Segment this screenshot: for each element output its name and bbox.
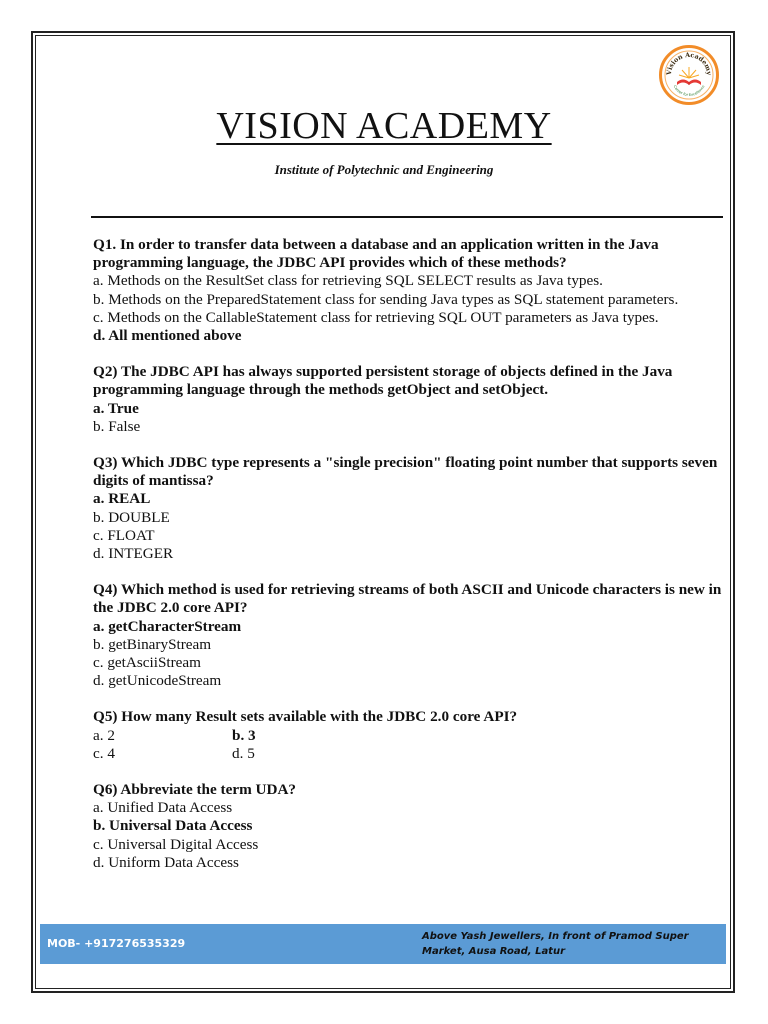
question-text: Q3) Which JDBC type represents a "single precision" floating point number that supports seven digits of mantissa? (93, 454, 718, 490)
option: a. Unified Data Access (93, 799, 233, 817)
option-row (93, 727, 725, 745)
question-block (93, 363, 725, 436)
option: d. 5 (232, 744, 255, 762)
option: d. getUnicodeStream (93, 672, 222, 690)
question-block (93, 581, 725, 690)
question-list (93, 236, 725, 890)
question-text: Q2) The JDBC API has always supported persistent storage of objects defined in the Java programming language through the methods getObject and setObject. (93, 363, 673, 399)
question-text: Q1. In order to transfer data between a database and an application written in the Java programming language, the JDBC API provides which of these methods? (93, 236, 659, 272)
footer-mobile-number: MOB- +917276535329 (47, 937, 186, 950)
logo-top-text: Vision Academy (664, 50, 714, 76)
option: b. DOUBLE (93, 508, 170, 526)
question-block (93, 454, 725, 563)
vision-academy-logo (659, 45, 719, 105)
question-block (93, 708, 725, 763)
question-text: Q4) Which method is used for retrieving streams of both ASCII and Unicode characters is new in the JDBC 2.0 core API? (93, 581, 722, 617)
footer-bar (40, 924, 726, 964)
option-row (93, 745, 725, 763)
footer-address: Above Yash Jewellers, In front of Pramod Super Market, Ausa Road, Latur (422, 931, 689, 957)
option: a. Methods on the ResultSet class for retrieving SQL SELECT results as Java types. (93, 272, 603, 290)
option: c. 4 (93, 744, 115, 762)
question-text: Q6) Abbreviate the term UDA? (93, 781, 297, 799)
question-block (93, 781, 725, 872)
option-correct: b. Universal Data Access (93, 817, 253, 835)
option-correct: a. True (93, 399, 139, 417)
option: c. FLOAT (93, 526, 155, 544)
option-correct: d. All mentioned above (93, 327, 242, 345)
logo-bottom-text: Career for Excellence (672, 84, 706, 98)
option: d. INTEGER (93, 545, 174, 563)
option-correct: a. REAL (93, 490, 151, 508)
header-divider (91, 216, 723, 218)
option: b. getBinaryStream (93, 635, 212, 653)
option: b. Methods on the PreparedStatement class for sending Java types as SQL statement parameters. (93, 290, 679, 308)
option: b. False (93, 417, 141, 435)
page-subtitle: Institute of Polytechnic and Engineering (274, 162, 494, 177)
page-title: VISION ACADEMY (216, 105, 552, 147)
question-block (93, 236, 725, 345)
question-text: Q5) How many Result sets available with the JDBC 2.0 core API? (93, 708, 518, 726)
option: a. 2 (93, 726, 115, 744)
option: c. getAsciiStream (93, 654, 201, 672)
option-correct: a. getCharacterStream (93, 617, 242, 635)
option: d. Uniform Data Access (93, 853, 239, 871)
option: c. Methods on the CallableStatement class for retrieving SQL OUT parameters as Java types. (93, 308, 659, 326)
option-correct: b. 3 (232, 726, 256, 744)
option: c. Universal Digital Access (93, 835, 259, 853)
